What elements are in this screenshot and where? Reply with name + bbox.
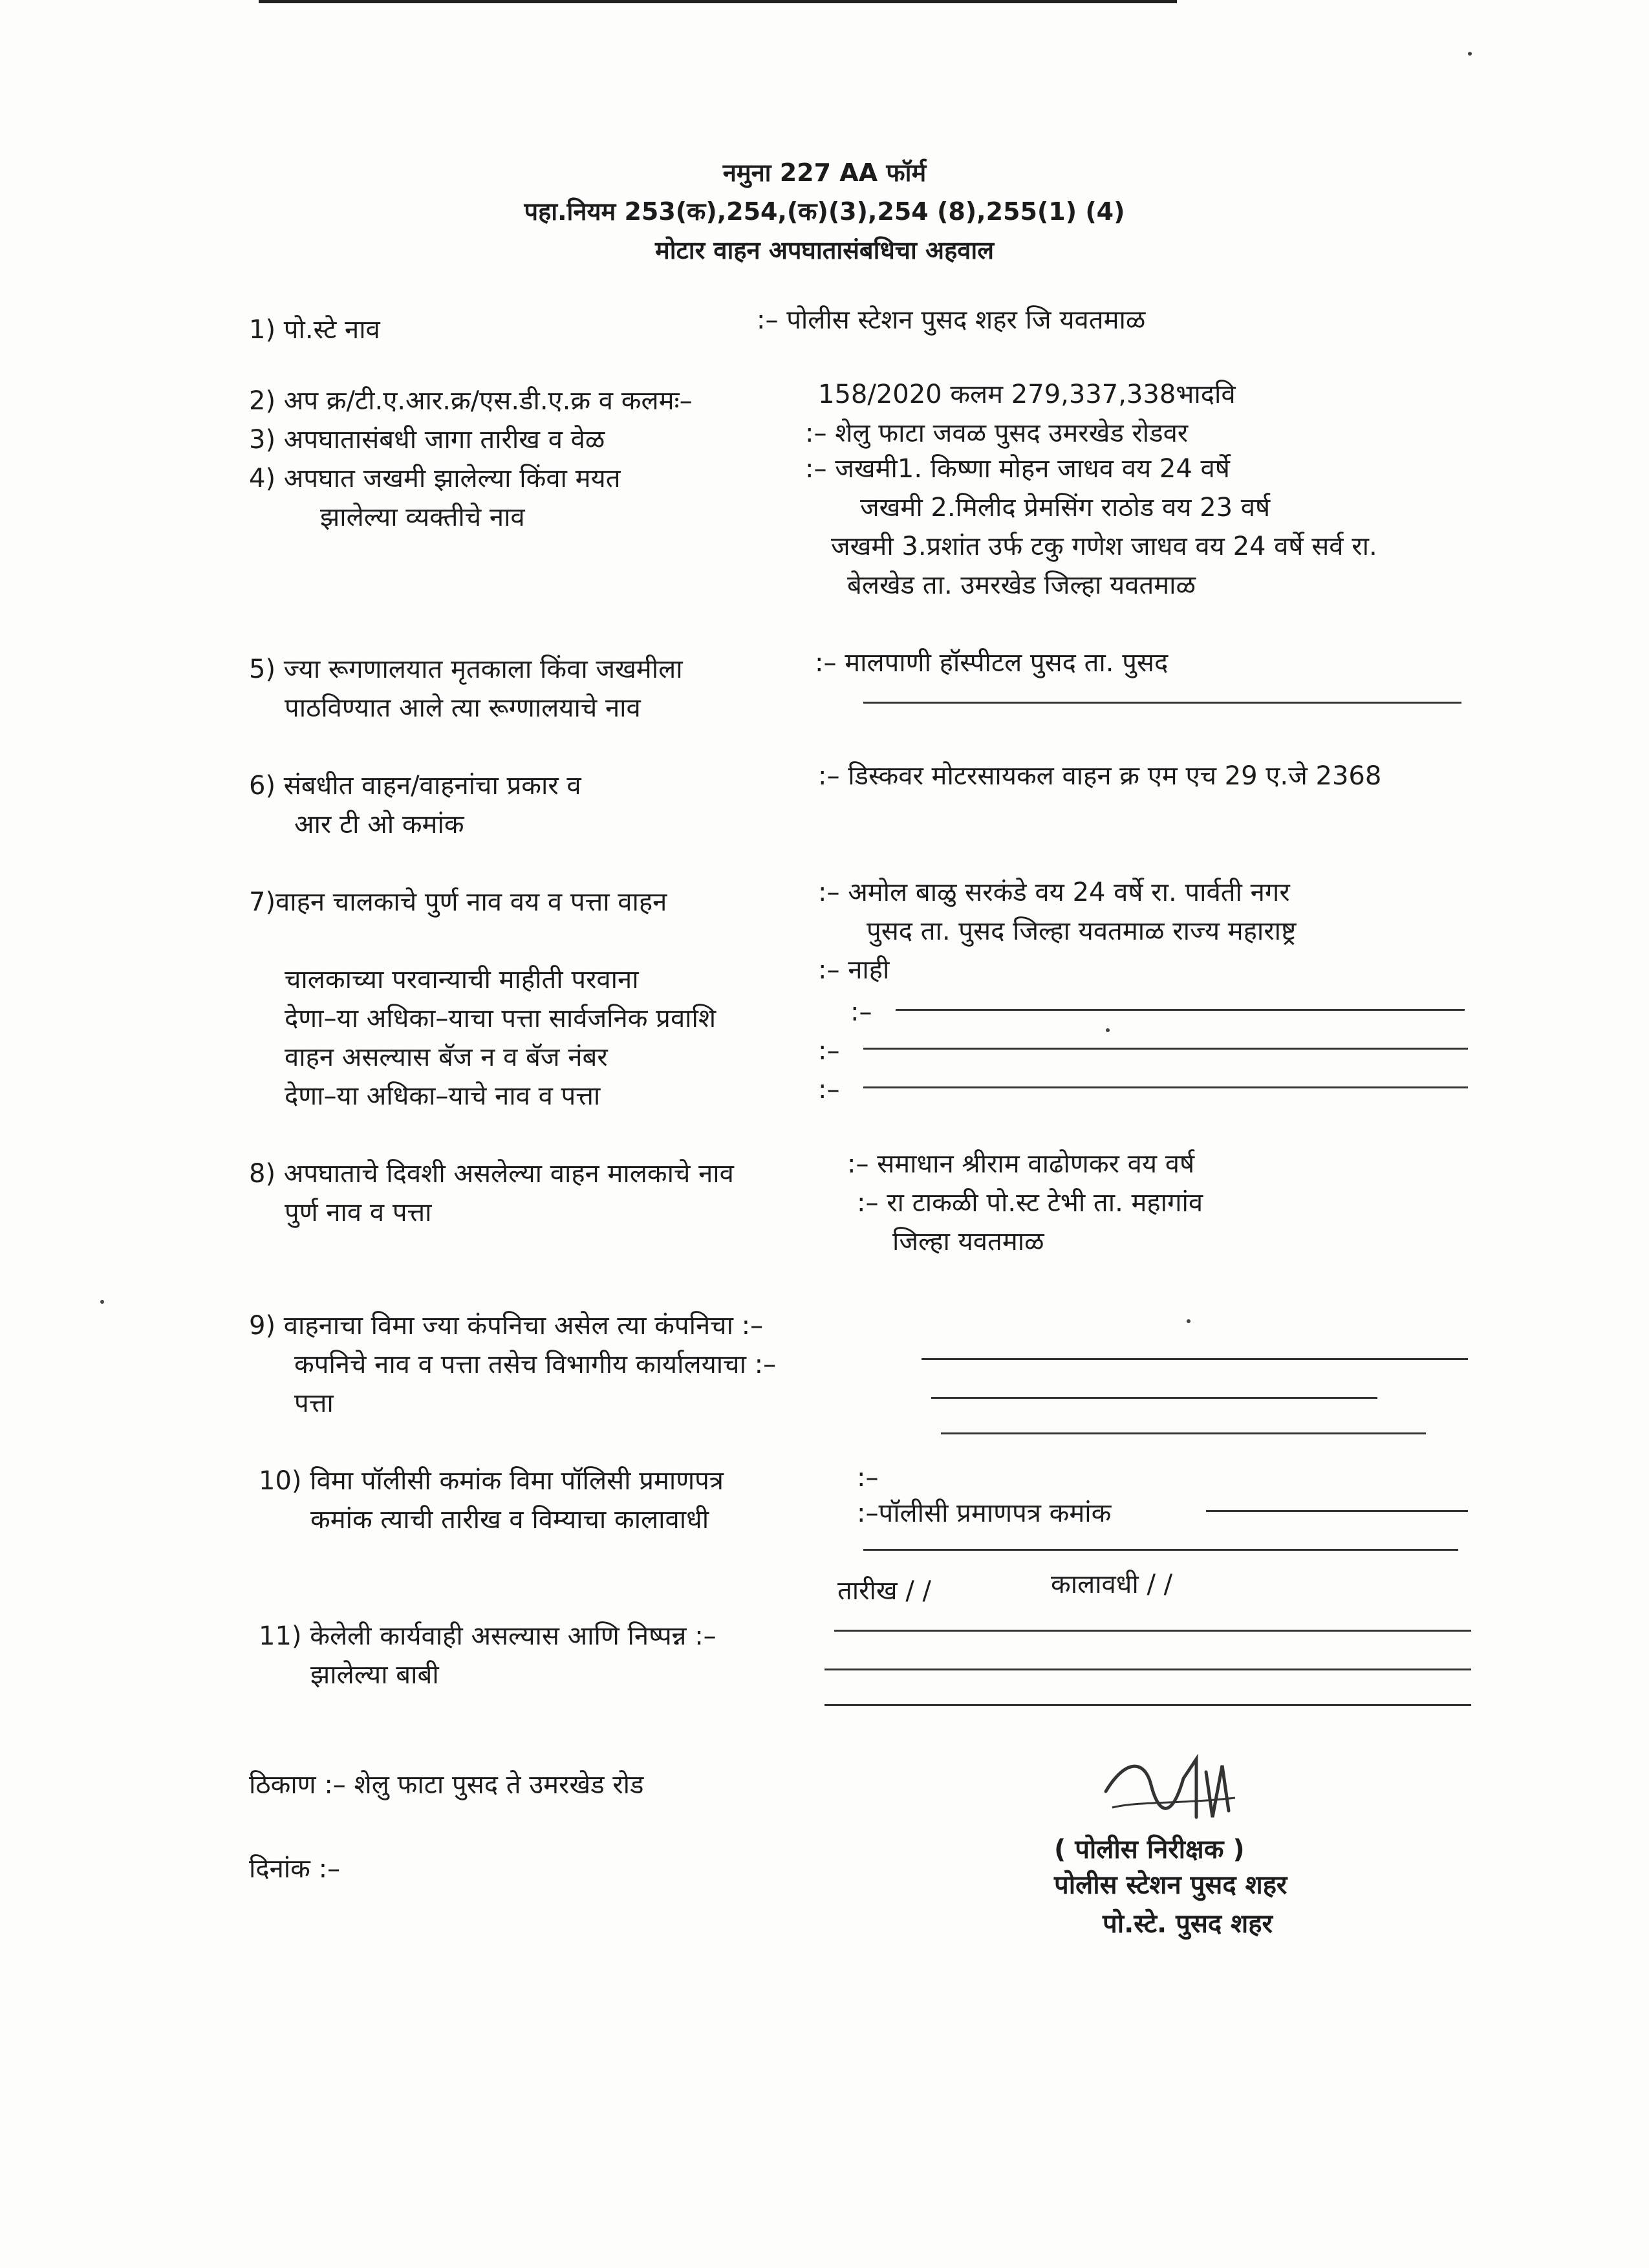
item-4-value-line4: बेलखेड ता. उमरखेड जिल्हा यवतमाळ bbox=[847, 570, 1196, 600]
item-7-issuer-label: देणा–या अधिका–याचा पत्ता सार्वजनिक प्रवाशि bbox=[285, 1004, 717, 1033]
item-8-value-line2: :– रा टाकळी पो.स्ट टेभी ता. महागांव bbox=[857, 1188, 1203, 1218]
item-5-blank-line bbox=[863, 702, 1461, 704]
item-3-label: 3) अपघातासंबधी जागा तारीख व वेळ bbox=[249, 425, 605, 455]
item-11-label-line2: झालेल्या बाबी bbox=[310, 1660, 439, 1690]
item-5-value: :– मालपाणी हॉस्पीटल पुसद ता. पुसद bbox=[815, 648, 1169, 678]
item-7-badge-value: :– bbox=[818, 1036, 840, 1066]
rule-reference-heading: पहा.नियम 253(क),254,(क)(3),254 (8),255(1) (4) bbox=[524, 197, 1125, 226]
stamp-station: पोलीस स्टेशन पुसद शहर bbox=[1054, 1870, 1288, 1900]
item-9-blank-2 bbox=[931, 1397, 1377, 1399]
item-10-value-line2: :–पॉलीसी प्रमाणपत्र कमांक bbox=[857, 1498, 1112, 1528]
item-9-blank-1 bbox=[921, 1358, 1468, 1360]
item-8-value-line3: जिल्हा यवतमाळ bbox=[892, 1227, 1044, 1257]
stamp-designation: ( पोलीस निरीक्षक ) bbox=[1054, 1835, 1245, 1864]
item-10-label-line1: 10) विमा पॉलीसी कमांक विमा पॉलिसी प्रमाणपत्र bbox=[259, 1466, 724, 1496]
item-7-issuer-name-blank bbox=[863, 1086, 1468, 1088]
item-7-label: 7)वाहन चालकाचे पुर्ण नाव वय व पत्ता वाहन bbox=[249, 887, 667, 917]
item-6-label-line2: आर टी ओ कमांक bbox=[294, 810, 464, 839]
item-4-label-line2: झालेल्या व्यक्तीचे नाव bbox=[320, 502, 525, 532]
place-field: ठिकाण :– शेलु फाटा पुसद ते उमरखेड रोड bbox=[249, 1770, 644, 1800]
item-10-label-line2: कमांक त्याची तारीख व विम्याचा कालावाधी bbox=[310, 1505, 709, 1535]
item-8-label-line1: 8) अपघाताचे दिवशी असलेल्या वाहन मालकाचे नाव bbox=[249, 1159, 734, 1189]
item-11-blank-2 bbox=[824, 1669, 1471, 1670]
item-7-license-value: :– नाही bbox=[818, 955, 890, 985]
stamp-police-station: पो.स्टे. पुसद शहर bbox=[1103, 1909, 1273, 1939]
item-7-issuer-value: :– bbox=[850, 997, 872, 1027]
scan-speck bbox=[1187, 1319, 1191, 1323]
item-5-label-line2: पाठविण्यात आले त्या रूग्णालयाचे नाव bbox=[285, 693, 641, 723]
date-field: दिनांक :– bbox=[249, 1854, 341, 1884]
item-9-label-line3: पत्ता bbox=[294, 1388, 334, 1418]
item-11-label-line1: 11) केलेली कार्यवाही असल्यास आणि निष्पन्न :– bbox=[259, 1621, 717, 1651]
item-2-label: 2) अप क्र/टी.ए.आर.क्र/एस.डी.ए.क्र व कलमः– bbox=[249, 386, 693, 416]
item-11-blank-3 bbox=[824, 1704, 1471, 1706]
item-1-value: :– पोलीस स्टेशन पुसद शहर जि यवतमाळ bbox=[757, 305, 1146, 335]
item-10-value-line1: :– bbox=[857, 1463, 879, 1493]
report-title: मोटार वाहन अपघातासंबधिचा अहवाल bbox=[655, 236, 994, 265]
item-9-blank-3 bbox=[941, 1432, 1426, 1434]
signature-scribble bbox=[1099, 1746, 1248, 1837]
scan-speck bbox=[100, 1300, 104, 1304]
item-5-label-line1: 5) ज्या रूगणालयात मृतकाला किंवा जखमीला bbox=[249, 654, 683, 684]
item-2-value: 158/2020 कलम 279,337,338भादवि bbox=[818, 380, 1236, 409]
item-11-blank-1 bbox=[834, 1630, 1471, 1632]
scan-speck bbox=[1468, 52, 1472, 56]
item-9-label-line2: कपनिचे नाव व पत्ता तसेच विभागीय कार्यालयाचा :– bbox=[294, 1350, 777, 1379]
form-number-heading: नमुना 227 AA फॉर्म bbox=[722, 158, 927, 187]
item-10-blank-2 bbox=[863, 1549, 1458, 1551]
item-7-value-line2: पुसद ता. पुसद जिल्हा यवतमाळ राज्य महाराष्ट्र bbox=[867, 916, 1297, 946]
item-4-value-line1: :– जखमी1. किष्णा मोहन जाधव वय 24 वर्षे bbox=[805, 454, 1230, 484]
item-1-label: 1) पो.स्टे नाव bbox=[249, 315, 380, 345]
item-7-issuer-name-label: देणा–या अधिका–याचे नाव व पत्ता bbox=[285, 1081, 601, 1111]
scan-speck bbox=[1106, 1028, 1110, 1032]
item-10-date: तारीख / / bbox=[837, 1576, 931, 1606]
item-4-label-line1: 4) अपघात जखमी झालेल्या किंवा मयत bbox=[249, 464, 621, 493]
scan-top-border bbox=[259, 0, 1177, 3]
item-9-label-line1: 9) वाहनाचा विमा ज्या कंपनिचा असेल त्या कंपनिचा :– bbox=[249, 1311, 764, 1341]
item-7-value-line1: :– अमोल बाळु सरकंडे वय 24 वर्षे रा. पार्वती नगर bbox=[818, 878, 1290, 907]
item-7-issuer-blank bbox=[896, 1009, 1465, 1011]
item-7-badge-label: वाहन असल्यास बॅज न व बॅज नंबर bbox=[285, 1042, 608, 1072]
item-8-value-line1: :– समाधान श्रीराम वाढोणकर वय वर्ष bbox=[847, 1149, 1195, 1179]
item-8-label-line2: पुर्ण नाव व पत्ता bbox=[285, 1198, 432, 1227]
item-7-issuer-name-value: :– bbox=[818, 1075, 840, 1105]
item-6-value: :– डिस्कवर मोटरसायकल वाहन क्र एम एच 29 ए.जे 2368 bbox=[818, 761, 1382, 791]
item-6-label-line1: 6) संबधीत वाहन/वाहनांचा प्रकार व bbox=[249, 771, 581, 801]
item-7-license-label: चालकाच्या परवान्याची माहीती परवाना bbox=[285, 965, 639, 995]
item-4-value-line2: जखमी 2.मिलीद प्रेमसिंग राठोड वय 23 वर्ष bbox=[860, 493, 1271, 523]
item-7-badge-blank bbox=[863, 1048, 1468, 1050]
item-10-blank-1 bbox=[1206, 1510, 1468, 1512]
item-10-period: कालावधी / / bbox=[1051, 1570, 1173, 1599]
item-4-value-line3: जखमी 3.प्रशांत उर्फ टकु गणेश जाधव वय 24 वर्षे सर्व रा. bbox=[831, 532, 1377, 561]
item-3-value: :– शेलु फाटा जवळ पुसद उमरखेड रोडवर bbox=[805, 418, 1189, 448]
